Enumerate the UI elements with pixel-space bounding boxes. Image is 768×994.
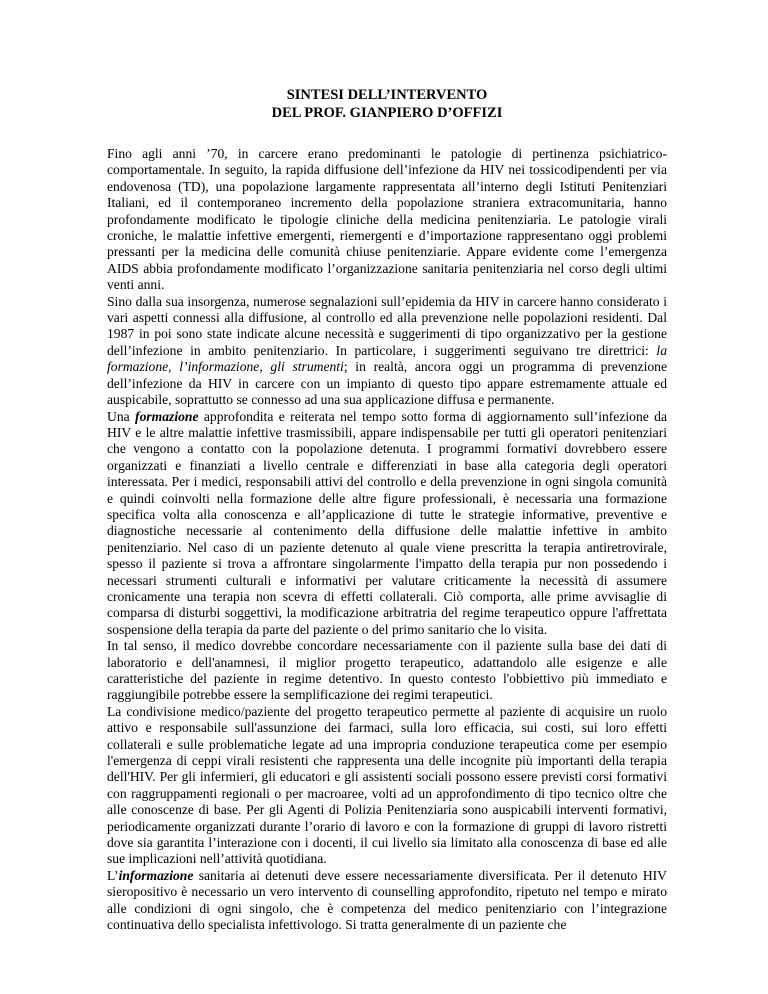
title-line-1: SINTESI DELL’INTERVENTO <box>286 87 488 103</box>
paragraph-5: La condivisione medico/paziente del progetto terapeutico permette al paziente di acquisire un ruolo attivo e responsabile sull'assunzione dei farmaci, sulla loro efficacia, sui costi, sui loro effetti collaterali e sulle problematiche legate ad una impropria conduzione terapeutica come per esempio l'emergenza di ceppi virali resistenti che rappresenta una delle incognite più importanti della terapia dell'HIV. Per gli infermieri, gli educatori e gli assistenti sociali possono essere previsti corsi formativi con raggruppamenti regionali o per macroaree, volti ad un approfondimento di tipo tecnico oltre che alle conoscenze di base. Per gli Agenti di Polizia Penitenziaria sono auspicabili interventi formativi, periodicamente organizzati durante l’orario di lavoro e con la formazione di gruppi di lavoro ristretti dove sia garantita l’interazione con i docenti, il cui livello sia limitato alla conoscenza di base ed alle sue implicazioni nell’attività quotidiana. <box>107 703 667 867</box>
document-page <box>107 86 667 934</box>
paragraph-2 <box>107 294 667 409</box>
paragraph-3 <box>107 409 667 639</box>
paragraph-6 <box>107 868 667 934</box>
title-line-2: DEL PROF. GIANPIERO D’OFFIZI <box>271 105 503 121</box>
paragraph-3-text-a: Una <box>107 408 136 424</box>
paragraph-2-text-b: ; in realtà, ancora oggi un programma di prevenzione dell’infezione da HIV in carcere con un impianto di questo tipo appare estremamente attuale ed auspicabile, soprattutto se connesso ad una sua applicazione diffusa e permanente. <box>107 359 667 408</box>
paragraph-6-keyword-text: informazione <box>118 867 194 883</box>
paragraph-6-keyword <box>119 868 194 883</box>
paragraph-3-keyword <box>135 409 198 424</box>
paragraph-6-text-b: sanitaria ai detenuti deve essere necessariamente diversificata. Per il detenuto HIV sieropositivo è necessario un vero intervento di counselling approfondito, ripetuto nel tempo e mirato alle condizioni di ogni singolo, che è competenza del medico penitenziario con l’integrazione continuativa dello specialista infettivologo. Si tratta generalmente di un paziente che <box>107 867 667 933</box>
document-title <box>107 86 667 122</box>
paragraph-4: In tal senso, il medico dovrebbe concordare necessariamente con il paziente sulla base dei dati di laboratorio e dell'anamnesi, il miglior progetto terapeutico, adattandolo alle esigenze e alle caratteristiche del paziente in regime detentivo. In questo contesto l'obbiettivo più immediato e raggiungibile potrebbe essere la semplificazione dei regimi terapeutici. <box>107 638 667 703</box>
paragraph-6-text-a: L’ <box>107 867 119 883</box>
paragraph-2-text-a: Sino dalla sua insorgenza, numerose segnalazioni sull’epidemia da HIV in carcere hanno considerato i vari aspetti connessi alla diffusione, al controllo ed alla prevenzione nelle popolazioni residenti. Dal 1987 in poi sono state indicate alcune necessità e suggerimenti di tipo organizzativo per la gestione dell’infezione in ambito penitenziario. In particolare, i suggerimenti seguivano tre direttrici: <box>107 293 667 358</box>
paragraph-2-emphasis: la formazione, l’informazione, gli strumenti <box>107 342 667 375</box>
paragraph-3-keyword-text: formazione <box>135 408 199 424</box>
paragraph-1: Fino agli anni ’70, in carcere erano predominanti le patologie di pertinenza psichiatrico-comportamentale. In seguito, la rapida diffusione dell’infezione da HIV nei tossicodipendenti per via endovenosa (TD), una popolazione largamente rappresentata all’interno degli Istituti Penitenziari Italiani, ed il contemporaneo incremento della popolazione straniera extracomunitaria, hanno profondamente modificato le tipologie cliniche della medicina penitenziaria. Le patologie virali croniche, le malattie infettive emergenti, riemergenti e d’importazione rappresentano oggi problemi pressanti per la medicina delle comunità chiuse penitenziarie. Appare evidente come l’emergenza AIDS abbia profondamente modificato l’organizzazione sanitaria penitenziaria nel corso degli ultimi venti anni. <box>107 146 667 293</box>
paragraph-3-text-b: approfondita e reiterata nel tempo sotto forma di aggiornamento sull’infezione da HIV e le altre malattie infettive trasmissibili, appare indispensabile per tutti gli operatori penitenziari che vengono a contatto con la popolazione detenuta. I programmi formativi dovrebbero essere organizzati e finanziati a livello centrale e differenziati in base alla categoria degli operatori interessata. Per i medici, responsabili attivi del controllo e della prevenzione in ogni singola comunità e quindi coinvolti nella formazione delle altre figure professionali, è necessaria una formazione specifica volta alla conoscenza e all’applicazione di tutte le strategie informative, preventive e diagnostiche necessarie al contenimento della diffusione delle malattie infettive in ambito penitenziario. Nel caso di un paziente detenuto al quale viene prescritta la terapia antiretrovirale, spesso il paziente si trova a affrontare singolarmente l'impatto della terapia pur non possedendo i necessari strumenti culturali e informativi per valutare criticamente la necessità di assumere cronicamente una terapia non scevra di effetti collaterali. Ciò comporta, alle prime avvisaglie di comparsa di disturbi soggettivi, la modificazione arbitratria del regime terapeutico oppure l'affrettata sospensione della terapia da parte del paziente o del primo sanitario che lo visita. <box>107 408 667 637</box>
